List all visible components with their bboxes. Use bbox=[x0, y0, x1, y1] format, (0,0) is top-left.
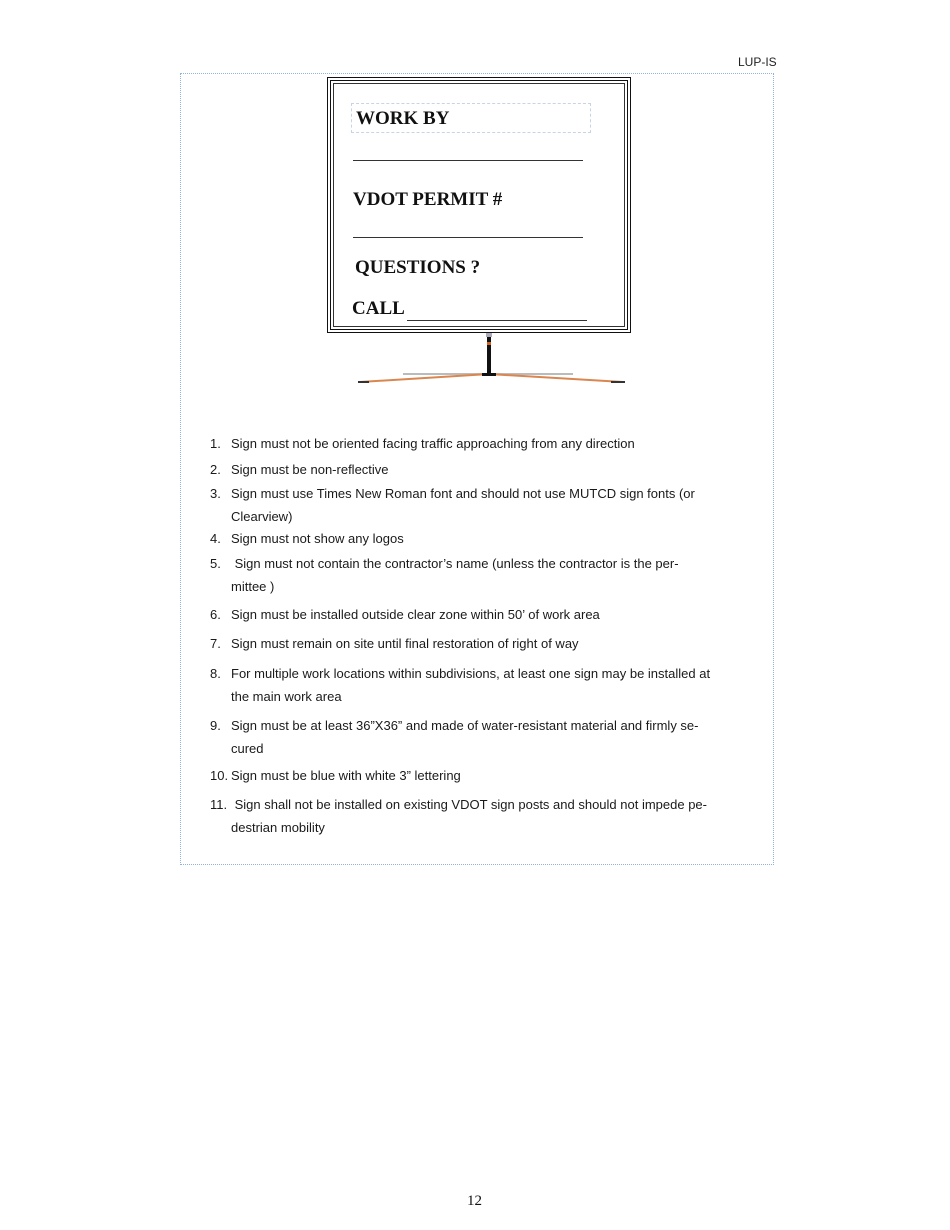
sign-call-line bbox=[407, 320, 587, 321]
list-text: Sign must use Times New Roman font and should not use MUTCD sign fonts (or bbox=[231, 486, 695, 501]
header-code: LUP-IS bbox=[738, 55, 777, 69]
list-item bbox=[210, 460, 389, 480]
sign-permit: VDOT PERMIT # bbox=[353, 189, 503, 210]
sign-blank-line bbox=[353, 237, 583, 238]
list-text-continuation: destrian mobility bbox=[231, 820, 325, 835]
list-text: Sign must be blue with white 3” lettering bbox=[231, 768, 461, 783]
list-item bbox=[210, 664, 710, 707]
sign-questions: QUESTIONS ? bbox=[355, 257, 481, 278]
list-item bbox=[210, 484, 695, 527]
list-item bbox=[210, 434, 635, 454]
sign-blank-line bbox=[353, 160, 583, 161]
list-number: 5. bbox=[210, 556, 221, 571]
list-text-continuation: cured bbox=[231, 741, 264, 756]
sign-work-by: WORK BY bbox=[351, 103, 591, 133]
list-text: Sign must remain on site until final restoration of right of way bbox=[231, 636, 579, 651]
list-text: Sign shall not be installed on existing VDOT sign posts and should not impede pe- bbox=[231, 797, 707, 812]
list-item bbox=[210, 795, 707, 838]
list-number: 7. bbox=[210, 636, 221, 651]
list-number: 3. bbox=[210, 486, 221, 501]
list-number: 2. bbox=[210, 462, 221, 477]
list-text: Sign must be at least 36”X36” and made of water-resistant material and firmly se- bbox=[231, 718, 699, 733]
list-text-continuation: mittee ) bbox=[231, 579, 275, 594]
list-text: Sign must not show any logos bbox=[231, 531, 404, 546]
list-number: 11. bbox=[210, 797, 228, 812]
list-item bbox=[210, 605, 600, 625]
list-text-continuation: Clearview) bbox=[231, 509, 293, 524]
list-number: 6. bbox=[210, 607, 221, 622]
list-item bbox=[210, 529, 404, 549]
list-number: 1. bbox=[210, 436, 221, 451]
sign-illustration bbox=[327, 77, 631, 333]
list-text: Sign must be installed outside clear zone within 50’ of work area bbox=[231, 607, 600, 622]
list-text: Sign must be non-reflective bbox=[231, 462, 389, 477]
list-text: Sign must not be oriented facing traffic approaching from any direction bbox=[231, 436, 635, 451]
list-text: For multiple work locations within subdivisions, at least one sign may be installed at bbox=[231, 666, 711, 681]
list-item bbox=[210, 716, 699, 759]
list-number: 4. bbox=[210, 531, 221, 546]
list-item bbox=[210, 634, 579, 654]
list-text-continuation: the main work area bbox=[231, 689, 342, 704]
page-number: 12 bbox=[467, 1193, 482, 1209]
sign-call: CALL bbox=[352, 298, 405, 319]
list-number: 8. bbox=[210, 666, 221, 681]
list-number: 10. bbox=[210, 768, 229, 783]
list-text: Sign must not contain the contractor’s name (unless the contractor is the per- bbox=[231, 556, 679, 571]
sign-stand-icon bbox=[355, 333, 635, 388]
list-item bbox=[210, 554, 679, 597]
list-number: 9. bbox=[210, 718, 221, 733]
list-item bbox=[210, 766, 461, 786]
